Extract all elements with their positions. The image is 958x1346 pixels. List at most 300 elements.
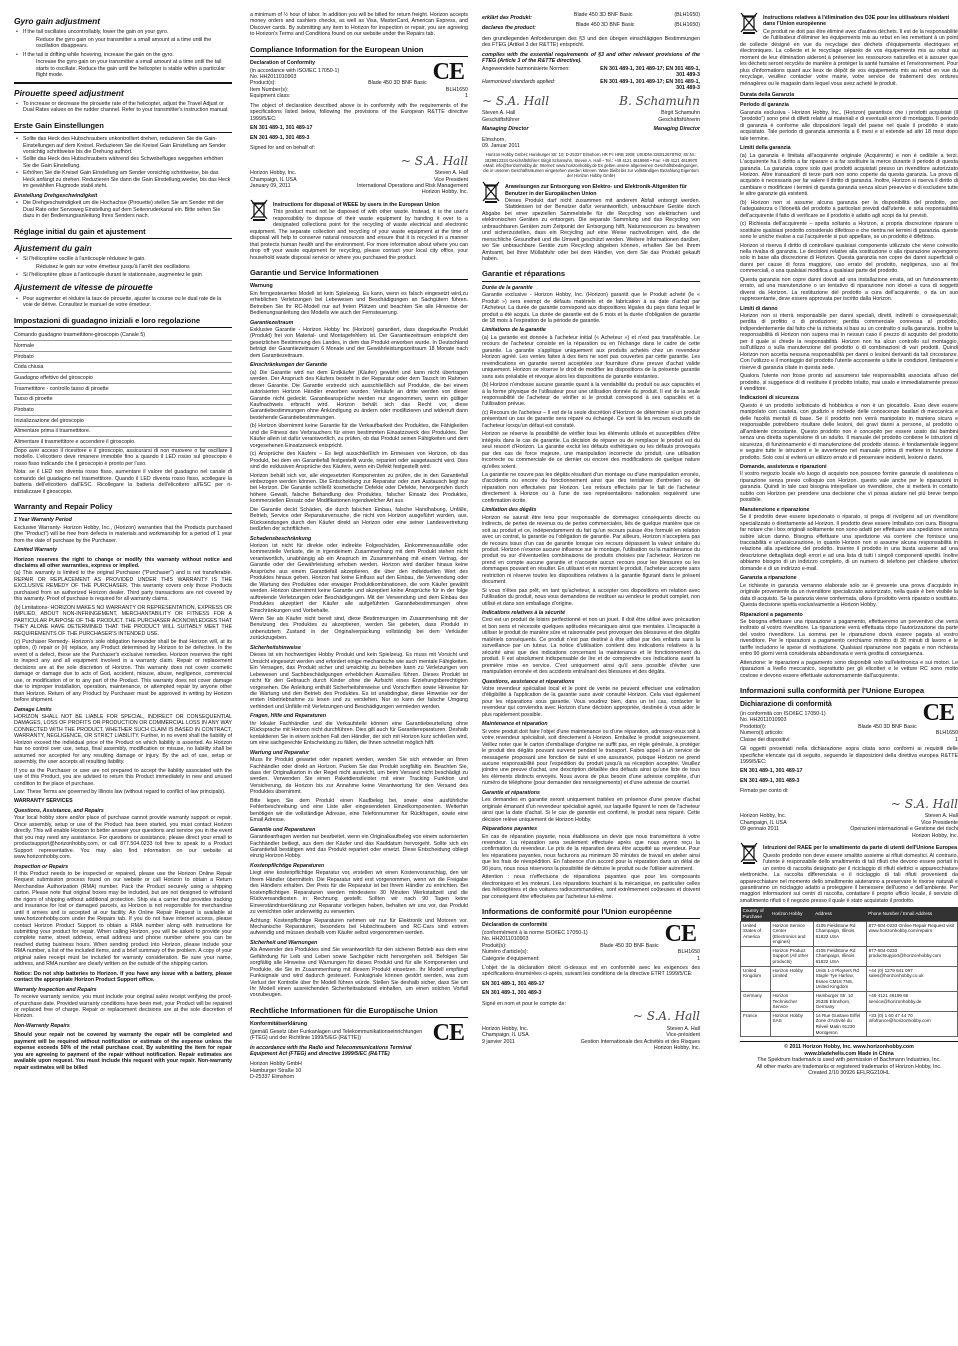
subheading: Instructions for disposal of WEEE by users in the European Union — [273, 201, 440, 208]
paragraph: The object of declaration described above is in conformity with the requirements of the specifications listed below, following the provisions of the European R&TTE directive 1999/5/EC: — [250, 102, 468, 122]
table-cell: United Kingdom — [741, 966, 771, 991]
paragraph: Should your repair not be covered by warranty the repair will be completed and payment will be required without notification or estimate of the expense unless the expense exceeds 50% of the retail purchase cost. By submitting the item for repair you are agreeing to payment of the repair without notification. Repair estimates are available upon request. You must include this request with your repair. Non-warranty repair estimates will be billed — [14, 1032, 232, 1071]
paragraph: To receive warranty service, you must include your original sales receipt verifying the proof-of-purchase date. Provided warranty conditions have been met, your Product will be repaired or replaced free of charge. Repair or replacement decisions are at the sole discretion of Horizon. — [14, 994, 232, 1020]
list-item: Guadagno effettivo del giroscopio — [14, 373, 232, 384]
sign-line: Horizon Hobby, Inc. — [250, 170, 297, 177]
table-cell: Horizon Hobby SAS — [770, 1011, 813, 1036]
row-code: (BLH1650) — [674, 22, 700, 29]
gyro-gain-heading: Gyro gain adjustment — [14, 16, 101, 26]
sub-text: Increase the gyro gain on your transmitter a small amount at a time until the tail starts to oscillate. Reduce the gain until the helicopter is stable within a particular flight mode. — [36, 59, 226, 78]
signer-left — [250, 170, 297, 196]
table-cell: 877-504-0233 productsupport@horizonhobby.com — [866, 946, 957, 966]
paragraph: Horizon reserves the right to change or modify this warranty without notice and disclaims all other warranties, express or implied. — [14, 556, 232, 570]
paragraph: Ceci est un produit de loisirs perfectionné et non un jouet. Il doit être utilisé avec précaution et bon sens et nécessite quelques aptitudes mécaniques ainsi que mentales. L'incapacité à utiliser le produit de manière sûre et raisonnable peut provoquer des blessures et des dégâts matériels conséquents. Ce produit n'est pas destiné à être utilisé par des enfants sans la surveillance par un tuteur. La notice d'utilisation contient des indications relatives à la sécurité ainsi que des indications concernant la maintenance et le fonctionnement du produit. Il est absolument indispensable de lire et de comprendre ces indications avant la première mise en service. C'est uniquement ainsi qu'il sera possible d'éviter une manipulation erronée et des accidents entraînant des blessures et des dégâts. — [482, 617, 700, 676]
section-heading: Informazioni sulla conformità per l'Unione Europea — [740, 686, 958, 698]
paragraph: Questo prodotto non deve essere smaltito assieme ai rifiuti domestici. Al contrario, l'utente è responsabile dello smaltimento di tali rifiuti che devono essere portati in un centro di raccolta designato per il riciclaggio di rifiuti elettrici e apparecchiature elettroniche. La raccolta differenziata e il riciclaggio di tali rifiuti provenienti da apparecchiature nel momento dello smaltimento aiuteranno a preservare le risorse naturali e garantiranno un riciclaggio adatto a proteggere il benessere dell'uomo e dell'ambiente. Per maggiori informazioni sui centri di raccolta, contattare il proprio ufficio locale, il servizio di smaltimento rifiuti o il negozio presso il quale è stato acquistato il prodotto. — [740, 852, 958, 904]
row-value: 1 — [697, 955, 700, 962]
standards: EN 301 489-1, 301 489-3 — [482, 990, 542, 997]
paragraph: Se bisogna effettuare una riparazione a pagamento, effettueremo un preventivo che verrà inoltrato al vostro rivenditore. La riparazione verrà effettuata dopo l'autorizzazione da parte del vostro rivenditore. La somma per le riparazione dovrà essere pagata al vostro rivenditore. Per le riparazioni a pagamento cerchiamo minimo di 30 minuti di lavoro e le tariffe includono le spese di restituzione. Qualsiasi riparazione non pagata e non richiesta entro 90 giorni verrà considerata abbandonata e verrà gestita di conseguenza. — [740, 618, 958, 658]
bullet-text: • Sollte das Heck des Hubschraubers unkontrolliert drehen, reduzieren Sie die Gain-Einstellungen auf dem Kreisel. Reduzieren Sie die Kreisel Gain Einstellung am Sender vorsichtig schrittweise bis die Drehung aufhört. — [14, 136, 232, 155]
section-heading: Rechtliche Informationen für die Europäische Union — [250, 1006, 468, 1018]
sign-line: Horizon Hobby, Inc. — [421, 189, 468, 196]
sub-text: Reduce the gyro gain on your transmitter a small amount at a time until the oscillation disappears. — [36, 36, 212, 50]
signer-left — [482, 110, 529, 133]
subheading: Damage Limits — [14, 706, 52, 713]
paragraph: Ce produit ne doit pas être éliminé avec d'autres déchets. Il est de la responsabilité de l'utilisateur d'éliminer les équipements mis au rebut en les remettant à un point de collecte désigné en vue du recyclage des déchets d'équipements électriques et électroniques. La collecte et le recyclage séparés de vos équipements mis au rebut au moment de leur élimination aideront à préserver les ressources naturelles et à assurer que les déchets seront recyclés de manière à protéger la santé humaine et l'environnement. Pour plus d'informations quant aux lieux de dépôt de vos équipements mis au rebut en vue du recyclage, veuillez contacter votre mairie, votre service de traitement des ordures ménagères ou le magasin dans lequel vous avez acheté le produit. — [740, 28, 958, 87]
paragraph: If you as the Purchaser or user are not prepared to accept the liability associated with the use of this Product, you are advised to return this Product immediately in new and unused condition to the place of purchase. — [14, 767, 232, 787]
row-label: Produit(s): — [482, 942, 507, 949]
address-line: D-25337 Elmshorn — [250, 1074, 295, 1081]
notice-paragraph: Notice: Do not ship batteries to Horizon. If you have any issue with a battery, please contact the appropriate Horizon Product Support office. — [14, 970, 232, 984]
paragraph: (gemäß Gesetz über Funkanlagen und Telekommunikationseinrichtungen (FTEG) und der Richtlinie 1999/5/EG (R&TTE)) — [250, 1028, 423, 1042]
sign-line: 09 gennaio 2011 — [740, 826, 780, 833]
subheading: Ajustement de vitesse de pirouette — [14, 282, 153, 293]
row-value: Blade 450 3D BNF Basic — [573, 12, 633, 18]
row-code: (BLH1650) — [674, 12, 700, 18]
paragraph: Dieses ist ein hochwertiges Hobby Produkt und kein Spielzeug. Es muss mit Vorsicht und Umsicht eingesetzt werden und erfordert einige mechanische wie auch mentale Fähigkeiten. Ein Versagen, das Produkt sicher und umsichtig zu betreiben kann zu Verletzungen von Lebewesen und Sachbeschädigungen erheblichen Ausmaßes führen. Dieses Produkt ist nicht für den Gebrauch durch Kinder ohne die Aufsicht eines Erziehungsberechtigten vorgesehen. Die Anleitung enthält Sicherheitshinweise und Vorschriften sowie Hinweise für die Wartung und den Betrieb des Produktes. Es ist unabdingbar, diese Hinweise vor der ersten Inbetriebnahme zu lesen und zu verstehen. Nur so kann der falsche Umgang verhindert und Unfälle mit Verletzungen und Beschädigungen vermieden werden. — [250, 652, 468, 710]
bullet-text: • If the tail is drifting while hovering, increase the gain on the gyro. — [14, 52, 232, 58]
list-item: Tasso di piroette — [14, 395, 232, 406]
list-item: Normale — [14, 341, 232, 352]
table-cell: Horizon Service Center (Electronics and engines) — [770, 921, 813, 946]
place-line: Elmshorn, — [482, 136, 506, 143]
list-item: Comando guadagno trasmettitore-giroscopio (Canale 5) — [14, 331, 232, 342]
copyright-line: © 2011 Horizon Hobby, Inc. www.horizonhobby.com — [784, 1044, 914, 1051]
list-item: Pirobato — [14, 405, 232, 416]
paragraph: Horizon se réserve la possibilité de vérifier tous les éléments utilisés et susceptibles d'être intégrés dans le cas de garantie. La décision de réparer ou de remplacer le produit est du seul ressort d'Horizon. La garantie exclut les défauts esthétiques ou les défauts provoqués par des cas de force majeure, une manipulation incorrecte du produit, une utilisation incorrecte ou commerciale de ce dernier ou encore des modifications de quelque nature qu'elles soient. — [482, 431, 700, 470]
subheading: Indications relatives à la sécurité — [482, 610, 566, 617]
paragraph: (a) La garanzia è limitata all'acquirente originale (Acquirente) e non è cedibile a terzi. L'acquirente ha il diritto a far riparare o a far sostituire la merce durante il periodo di questa garanzia. La garanzia copre solo quei prodotti acquistati presso un rivenditore autorizzato Horizon. Altre transazioni di terze parti non sono coperte da questa garanzia. La prova di acquisto è necessaria per far valere il diritto di garanzia. Inoltre, Horizon si riserva il diritto di cambiare o modificare i termini di questa garanzia senza alcun preavviso e di escludere tutte le altre garanzie già esistenti. — [740, 152, 958, 198]
subheading: Garantie und Reparaturen — [250, 826, 316, 833]
paragraph: Wenn Sie als Käufer nicht bereit sind, diese Bestimmungen im Zusammenhang mit der Benutzung des Produktes zu akzeptieren, werden Sie gebeten, dass Produkt in unbenutztem Zustand in der Originalverpackung vollständig bei dem Verkäufer zurückzugeben. — [250, 616, 468, 642]
paragraph: HORIZON SHALL NOT BE LIABLE FOR SPECIAL, INDIRECT OR CONSEQUENTIAL DAMAGES, LOSS OF PROFITS OR PRODUCTION OR COMMERCIAL LOSS IN ANY WAY CONNECTED WITH THE PRODUCT, WHETHER SUCH CLAIM IS BASED IN CONTRACT, WARRANTY, NEGLIGENCE, OR STRICT LIABILITY. Further, in no event shall the liability of Horizon exceed the individual price of the Product on which liability is asserted. As Horizon has no control over use, setup, final assembly, modification or misuse, no liability shall be assumed nor accepted for any resulting damage or injury. By the act of use, setup or assembly, the user accepts all resulting liability. — [14, 713, 232, 766]
signed-label: Signé en nom et pour le compte de: — [482, 1000, 566, 1007]
row-label: Numéro d'article(s): — [482, 949, 529, 956]
bullet-text: • To increase or decrease the pirouette rate of the helicopter, adjust the Travel Adjust or Dual Rates values on the rudder channel. Refer to your transmitter's instruction manual. — [14, 101, 232, 114]
paragraph: (b) Horizon n'endosse aucune garantie quant à la vendabilité du produit ou aux capacités et à la forme physique de l'utilisateur pour une utilisation donnée du produit. Il est de la seule responsabilité de l'acheteur de vérifier si le produit correspond à ses capacités et à l'utilisation prévue. — [482, 382, 700, 408]
subheading: Indicazioni di sicurezza — [740, 395, 799, 402]
table-cell: United States of America — [741, 921, 771, 946]
paragraph: (c) Ansprüche des Käufers – Es liegt ausschließlich im Ermessen von Horizon, ob das Produkt, bei dem ein Garantiefall festgestellt wurde, repariert oder ausgetauscht wird. Dies sind die exklusiven Ansprüche des Käufers, wenn ein Defekt festgestellt wird. — [250, 451, 468, 471]
subheading: Limiti di danno — [740, 305, 778, 312]
paragraph: Votre revendeur spécialisé local et le point de vente ne peuvent effectuer une estimation d'éligibilité à l'application de la garantie sans avoir consulté Horizon. Cela vaut également pour les réparations sous garantie. Vous voudrez bien, dans un tel cas, contacter le revendeur qui conviendra avec Horizon d'une décision appropriée, destinée à vous aider le plus rapidement possible. — [482, 686, 700, 718]
sign-line: Horizon Hobby, Inc. — [740, 813, 787, 820]
table-cell: +44 (0) 1279 641 097 sales@horizonhobby.co.uk — [866, 966, 957, 991]
note-paragraph: Nota: se il LED non diventa rosso fisso, aumentare il valore del guadagno nel canale di comando del guadagno nel trasmettitore. Quando il LED diventa rosso fisso, scollegare la batteria dell'elicottero dall'ESC. Ricollegare la batteria dell'elicottero all'ESC per ri-inizializzare il giroscopio. — [14, 469, 232, 495]
bullet-text: • If the tail oscillates uncontrollably, lower the gain on your gyro. — [14, 29, 232, 35]
sign-line: Managing Director — [482, 126, 529, 133]
copyright-block — [740, 1041, 958, 1076]
row-value: Blade 450 3D BNF Basic — [368, 80, 427, 87]
sign-line: Gestion Internationale des Activités et des Risques — [580, 1038, 700, 1045]
row-label: erklärt das Produkt: — [482, 15, 533, 21]
paragraph: Garantieanfragen werden nur bearbeitet, wenn ein Originalkaufbeleg von einem autorisierten Fachhändler beiliegt, aus dem der Käufer und das Kaufdatum hervorgeht. Sollte sich ein Garantiefall bestätigen wird das Produkt repariert oder ersetzt. Diese Entscheidung obliegt einzig Horizon Hobby. — [250, 834, 468, 860]
paragraph: If this Product needs to be inspected or repaired, please use the Horizon Online Repair Request submission process found on our website or call Horizon to obtain a Return Merchandise Authorization (RMA) number. Pack the Product securely using a shipping carton. Please note that original boxes may be included, but are not designed to withstand the rigors of shipping without additional protection. Ship via a carrier that provides tracking and insurance for lost or damaged parcels, as Horizon is not responsible for merchandise until it arrives and is accepted at our facility. An Online Repair Request is available at www.horizonhobby.com under the Repairs tab. If you do not have internet access, please contact Horizon Product Support to obtain a RMA number along with instructions for submitting your product for repair. When calling Horizon, you will be asked to provide your complete name, street address, email address and phone number where you can be reached during business hours. When sending product into Horizon, please include your RMA number, a list of the included items, and a brief summary of the problem. A copy of your original sales receipt must be included for warranty consideration. Be sure your name, address, and RMA number are clearly written on the outside of the shipping carton. — [14, 870, 232, 968]
subheading: 1 Year Warranty Period — [14, 517, 72, 524]
signature-block — [482, 110, 700, 133]
table-cell: Hamburger Str. 10 25335 Elmshorn, Germany — [813, 992, 866, 1012]
section-heading: Durata della Garanzia — [740, 92, 958, 99]
paragraph: Ihr lokaler Fachhändler und die Verkaufstelle können eine Garantiebeurteilung ohne Rücksprache mit Horizon nicht durchführen. Dies gilt auch für Garantiereparaturen. Deshalb kontaktieren Sie in einem solchen Fall den Händler, der sich mit Horizon kurz schließen wird, um eine sachgerechte Entscheidung zu fällen, die Ihnen schnellst möglich hilft. — [250, 720, 468, 747]
subheading: Fragen, Hilfe und Reparaturen — [250, 713, 326, 720]
row-label: Equipment class: — [250, 93, 291, 100]
row-label: declares the product: — [482, 25, 536, 32]
decl-row — [482, 22, 700, 32]
subheading: Riparazioni a pagamento — [740, 611, 803, 618]
subheading: Limiti della garanzia — [740, 145, 791, 152]
subheading: Réparations payantes — [482, 826, 538, 833]
warranty-heading: Warranty and Repair Policy — [14, 502, 232, 514]
table-cell: Horizon Technischer Service — [770, 992, 813, 1012]
list-item: Trasmettitore - controllo tasso di piroette — [14, 384, 232, 395]
paragraph: La garantie ne couvre pas les dégâts résultant d'un montage ou d'une manipulation erronés, d'accidents ou encore du fonctionnement ainsi que des tentatives d'entretien ou de réparation non effectuées par Horizon. Les retours effectués par le fait de l'acheteur directement à Horizon ou à l'une de ses représentations nationales requièrent une confirmation écrite. — [482, 471, 700, 504]
sign-line: Steven A. Hall — [434, 170, 468, 177]
section-heading: Informations de conformité pour l'Union européenne — [482, 907, 700, 919]
table-row — [741, 966, 958, 991]
sign-line: Birgit Schamuhn — [661, 110, 700, 117]
sign-line: Vice Presidente — [920, 819, 958, 826]
subheading: Sicherheit und Warnungen — [250, 939, 318, 946]
subheading: Questions, Assistance, and Repairs — [14, 807, 104, 814]
subheading: Inspection or Repairs — [14, 863, 69, 870]
company-footer: Horizon Hobby GmbH; Hamburger Str. 10; D-25337 Elmshorn HR Pi: HRB 1909; UStIDNr.:DE812678792; Str.Nr.: 1829812324 Geschäftsführer: Birgit Schamuhn, Steven A. Hall – Tel.: +49 4121 4619960 • Fax: +49 4121 4619970 eMail: info@horizonhobby.de; Internet: www.horizonhobby.de Es gelten unsere allgemeinen Geschäftsbedingungen, die in unseren Geschäftsräumen eingesehen werden können. Ware bleibt bis zur vollständigen Bezahlung Eigentum der Horizon Hobby GmbH — [483, 152, 699, 178]
table-cell: 14 Rue Gustave Eiffel Zone d'Activité du Réveil Matin 91230 Montgeron — [813, 1011, 866, 1036]
crossed-bin-icon — [740, 842, 758, 864]
signed-label: Signed for and on behalf of: — [250, 145, 316, 152]
sub-text: Réduisez le gain sur votre émetteur jusqu'à l'arrêt des oscillations — [36, 263, 190, 270]
column-header: Country of Purchase — [741, 907, 771, 921]
subheading: Questions, assistance et réparations — [482, 678, 575, 685]
ce-mark-icon: CE — [922, 700, 954, 727]
paragraph: Horizon ist nicht für direkte oder indirekte Folgeschäden, Einkommensausfälle oder kommerzielle Verluste, die in irgendeinem Zusammenhang mit dem Produkt stehen nicht verantwortlich, unabhängig ab ein Anspruch im Zusammenhang mit einem Vertrag, der Garantie oder der Gewährleistung erhoben werden. Horizon wird darüber hinaus keine Ansprüche aus einem Garantiefall akzeptieren, die über den individuellen Wert des Produktes hinaus gehen. Horizon hat keine Einfluss auf den Einbau, die Verwendung oder die Wartung des Produktes oder etwaiger Produktkombinationen, die vom Käufer gewählt werden. Horizon übernimmt keine Garantie und akzeptiert keine Ansprüche für in der folge auftretende Verletzungen oder Beschädigungen. Mit der Verwendung und dem Einbau des Produktes akzeptiert der Käufer alle aufgeführten Garantiebestimmungen ohne Einschränkungen und Vorbehalte. — [250, 543, 468, 614]
column-header: Phone Number / Email Address — [866, 907, 957, 921]
doc-sub: (in conformità con ISO/IEC 17050-1) — [740, 710, 826, 717]
list-item: Alimentare prima il trasmettitore. — [14, 427, 232, 438]
paragraph: Il vostro negozio locale e/o luogo di acquisto non possono fornire garanzie di assistenza o riparazione senza previo colloquio con Horizon. questo vale anche per le riparazioni in garanzia. Quindi in tale casi bisogna interpellare un rivenditore, che si metterà in contatto subito con Horizon per prendere una decisione che vi possa aiutare nel più breve tempo possibile. — [740, 471, 958, 504]
address-line: Hamburger Straße 10 — [250, 1067, 302, 1074]
ce-mark-icon: CE — [432, 1020, 464, 1047]
sign-line: Champaign, IL USA — [740, 819, 787, 826]
subheading: Anweisungen zur Entsorgung von Elektro- und Elektronik-Altgeräten für Benutzer in der Europäischen Union — [505, 184, 687, 197]
row-value: 1 — [955, 736, 958, 743]
table-row — [741, 946, 958, 966]
signer-right — [357, 170, 468, 196]
section-heading: Garantie und Service Informationen — [250, 268, 468, 280]
row-label: Product(s): — [250, 80, 276, 87]
table-cell: Horizon Hobby Limited — [770, 966, 813, 991]
bullet-text: • Erhöhen Sie die Kreisel Gain Einstellung am Sender vorsichtig schrittweise, bis das Heck anfängt zu drehen. Reduzieren Sie dann die Gain Einstellung,wieder, bis das Heck im gewählten Flugmode stabil steht. — [14, 170, 232, 189]
signature-icon: ~ S.A. Hall — [482, 93, 550, 108]
column-3 — [482, 12, 700, 1052]
paragraph: (a) La garantie est donnée à l'acheteur initial (« Acheteur ») et n'est pas transférable. Le recours de l'acheteur consiste en la réparation ou en l'échange dans le cadre de cette garantie. La garantie s'applique uniquement aux produits achetés chez un revendeur Horizon agréé. Les ventes faites à des tiers ne sont pas couvertes par cette garantie. Les revendications en garantie seront acceptées sur fourniture d'une preuve d'achat valide uniquement. Horizon se réserve le droit de modifier les dispositions de la présente garantie sans avis préalable et révoque alors les dispositions de garantie existantes. — [482, 334, 700, 380]
bullet-text: • Die Drehgeschwindigkeit um die Hochachse (Pirouette) stellen Sie am Sender mit der Dual Rate oder Servoweg Einstellung auf dem Seitenruderkanal ein. Bitte sehen Sie dazu in der Bedienungsanleitung Ihres Senders nach. — [14, 200, 232, 219]
standards: EN 301 489-1, 301 489-17 — [482, 980, 545, 987]
row-label: Harmonized standards applied: — [482, 78, 556, 85]
paragraph: Als Anwender des Produktes sind Sie verantwortlich für den sicheren Betrieb aus dem eine Gefährdung für Leib und Leben sowie Sachgüter nicht hervorgehen soll. Befolgen Sie sorgfältig alle Hinweise und Warnungen für dieses Produkt und für alle Komponenten und Produkte, die Sie im Zusammenhang mit diesem Produkt einsetzen. Ihr Modell empfängt Funksignale und wird dadurch gesteuert. Funksignale können gestört werden, was zum Verlust der Kontrolle über Ihr Modell führen würde. Stellen Sie deshalb sicher, dass Sie um Ihr Modell einen ausreichenden Sicherheitsabstand einhalten, um einen solchen Vorfall vorzubeugen. — [250, 947, 468, 999]
sign-line: Vice President — [433, 176, 468, 183]
paragraph: (b) Horizon non si assume alcuna garanzia per la disponibilità del prodotto, per l'adeguatezza o l'idoneità del prodotto a particolari previsti dall'utente. è sola responsabilità dell'acquirente il fatto di verificare se il prodotto è adatto agli scopi da lui previsti. — [740, 199, 958, 219]
crossed-bin-icon — [250, 199, 268, 221]
table-cell — [741, 946, 771, 966]
sign-line: Geschäftsführer — [482, 116, 520, 123]
ce-mark-icon: CE — [664, 921, 696, 948]
subheading: Sicherheitshinweise — [250, 644, 301, 651]
crossed-bin-icon — [740, 12, 758, 34]
sign-line: Steven A. Hall — [666, 1025, 700, 1032]
subheading: Einstellung Drehgeschwindigkeit — [14, 192, 98, 199]
row-value: BLH1650 — [677, 949, 700, 956]
decl-row — [482, 12, 700, 22]
list-item: Coda chiusa — [14, 363, 232, 374]
subheading: Durée de la garantie — [482, 284, 533, 291]
subheading: Garanzia a riparazione — [740, 575, 797, 582]
paragraph: L'objet de la déclaration décrit ci-dessus est en conformité avec les exigences des spécifications énumérées ci-après, suivant les conditions de la directive ETRT 1999/5/CE: — [482, 965, 700, 978]
paragraph: Bitte legen Sie dem Produkt einen Kaufbeleg bei, sowie eine ausführliche Fehlerbeschreibung und eine Liste aller eingesendeten Einzelkomponenten. Weiterhin benötigen wir die vollständige Adresse, eine Telefonnummer für Rückfragen, sowie eine Email Adresse. — [250, 797, 468, 824]
place-line: 09. Januar 2011 — [482, 142, 520, 149]
table-cell: Horizon Product Support (All other products) — [770, 946, 813, 966]
paragraph: Le richieste in garanzia verranno elaborate solo se è presente una prova d'acquisto in originale proveniente da un rivenditore specializzato autorizzato, nella quale è ben visibile la data di acquisto. Se la garanzia viene confermata, allora il prodotto verrà riparato o sostituito. Questa decisione spetta esclusivamente a Horizon Hobby. — [740, 582, 958, 609]
pirouette-heading: Pirouette speed adjustment — [14, 87, 124, 98]
contact-table — [740, 907, 958, 1037]
gain-list — [14, 331, 232, 448]
doc-number: No. HH2011010903 — [482, 936, 529, 943]
sign-line: 9 janvier 2011 — [482, 1038, 515, 1045]
row-label: Numero(i) articolo: — [740, 730, 784, 737]
paragraph: Exklusive Garantie - Horizon Hobby Inc (Horizon) garantiert, dass dasgekaufte Produkt (Produkt) frei von Material- und Montagefehlern ist. Der Garantiezeitraum entspricht den gesetzlichen Bestimmung des Landes, in dem das Produkt erworben wurde. In Deutschland beträgt der Garantiezeitraum 6 Monate und der Gewährleistungszeitraum 18 Monate nach dem Garantiezeitraum. — [250, 326, 468, 359]
standards: EN 301 489-1, 301 489-3 — [250, 134, 310, 141]
sign-line: Champaign, IL USA — [482, 1032, 529, 1039]
subheading: Déclaration de conformité — [482, 922, 548, 929]
subheading: Kostenpflichtige Reparaturen — [250, 862, 325, 869]
norm-row — [482, 66, 700, 79]
signer-left — [740, 813, 787, 839]
subheading: Ajustement du gain — [14, 242, 92, 253]
copyright-line: The Spektrum trademark is used with permission of Bachmann Industries, Inc. — [757, 1057, 941, 1064]
table-cell: 877-504-0233 Online Repair Request visit www.horizonhobby.com/repairs — [866, 921, 957, 946]
row-value: BLH1650 — [935, 730, 958, 737]
paragraph: Gli oggetti presentati nella dichiarazione sopra citata sono conformi ai requisiti delle specifiche elencate qui di seguito, seguendo le disposizioni della direttiva europea R&TTE 1999/5/EC: — [740, 746, 958, 765]
column-header: Address — [813, 907, 866, 921]
standards: EN 301 489-1, 301 489-17 — [740, 768, 803, 775]
sign-line: Managing Director — [653, 126, 700, 133]
row-label: Classe dei dispositivi: — [740, 736, 791, 743]
signature-icon: ~ S.A. Hall — [632, 1009, 700, 1024]
sign-line: Horizon Hobby, Inc. — [482, 1025, 529, 1032]
row-label: Item Number(s): — [250, 86, 289, 93]
column-4 — [740, 12, 958, 1076]
subheading: Warranty Inspection and Repairs — [14, 986, 97, 993]
list-item: Inizializzazione del giroscopio — [14, 416, 232, 427]
table-row — [741, 921, 958, 946]
subheading: Non-Warranty Repairs — [14, 1022, 70, 1029]
section-heading: Garantie et réparations — [482, 269, 700, 281]
subheading: Limited Warranty — [14, 547, 58, 554]
signature-icons — [482, 94, 700, 109]
signature-block — [482, 1026, 700, 1052]
paragraph: complies with the essential requirements of §3 and other relevant provisions of the FTEG (Article 3 of the R&TTE directive). — [482, 51, 700, 65]
row-value: EN 301 489-1, 301 489-17; EN 301 489-1, 301 489-3 — [600, 65, 700, 79]
copyright-line: All other marks are trademarks or registered trademarks of Horizon Hobby, Inc. — [756, 1063, 942, 1070]
row-label: Angewendete harmonisierte Normen: — [482, 65, 570, 72]
paragraph: Law: These Terms are governed by Illinois law (without regard to conflict of law principals). — [14, 788, 226, 795]
subheading: Einschränkungen der Garantie — [250, 362, 328, 369]
section-heading-fr: Réglage initial du gain et ajustement — [14, 227, 232, 239]
signature-block — [250, 170, 468, 196]
column-2 — [250, 12, 468, 1081]
signer-right — [581, 1026, 700, 1052]
paragraph: Attention : nous n'effectuons de réparations payantes que pour les composants électroniques et les moteurs. Les réparations touchant à la mécanique, en particulier celles des hélicoptères et des voitures radiocommandées, sont extrêmement coûteuses et doivent par conséquent être effectuées par l'acheteur lui-même. — [482, 874, 700, 900]
table-cell: 4105 Fieldstone Rd Champaign, Illinois 61822 USA — [813, 946, 866, 966]
subheading: Dichiarazione di conformità — [740, 701, 832, 709]
paragraph: Attenzione: le riparazioni a pagamento sono disponibili solo sull'elettronica e sui motori. Le riparazioni a livello meccanico, soprattutto per gli elicotteri e le vetture RC sono molto costose e devono essere effettuate autonomamente dall'acquirente. — [740, 659, 958, 679]
signer-right — [850, 813, 958, 839]
subheading: Schadensbeschränkung — [250, 535, 312, 542]
subheading: Konformitätserklärung — [250, 1021, 308, 1028]
subheading: Garantiezeitraum — [250, 319, 294, 326]
table-header — [741, 907, 958, 921]
row-label: Prodotto(i): — [740, 723, 767, 730]
paragraph: (a) Die Garantie wird nur dem Erstkäufer (Käufer) gewährt und kann nicht übertragen werden. Der Anspruch des Käufers besteht in der Reparatur oder dem Tausch im Rahmen dieser Garantie. Die Garantie erstreckt sich ausschließlich auf Produkte, die bei einem autorisierten Horizon Händler erworben wurden. Verkäufe an dritte werden von dieser Garantie nicht gedeckt. Garantieansprüche werden nur angenommen, wenn ein gültiger Kaufnachweis erbracht wird. Horizon behält sich das Recht vor, diese Garantiebestimmungen ohne Ankündigung zu ändern oder modifizieren und widerruft dann bestehende Garantiebestimmungen. — [250, 369, 468, 421]
paragraph: a minimum of ½ hour of labor. In addition you will be billed for return freight. Horizon accepts money orders and cashiers checks, as well as Visa, MasterCard, American Express, and Discover cards. By submitting any item to Horizon for inspection or repair, you are agreeing to Horizon's Terms and Conditions found on our website under the Repairs tab. — [250, 12, 468, 38]
paragraph: Garanzia esclusiva - Horizon Hobby, Inc., (Horizon) garantisce che i prodotti acquistati (il "prodotto") sono privi di difetti relativi ai materiali e di eventuali errori di montaggio. Il periodo di garanzia è conforme alle disposizioni legali del paese nel quale il prodotto è stato acquistato. Tale periodo di garanzia ammonta a 6 mesi e si estende ad altri 18 mesi dopo tale termine. — [740, 109, 958, 142]
paragraph: Dieses Produkt darf nicht zusammen mit anderem Abfall entsorgt werden. Stattdessen ist der Benutzer dafür verantwortlich, unbrauchbare Geräte durch Abgabe bei einer speziellen Sammelstelle für die Recycling von elektrischen und elektronischen Geräten zu entsorgen. Die separate Sammlung und das Recycling von unbrauchbaren Geräten zum Zeitpunkt der Entsorgung hilft, Naturressourcen zu bewahren und sicherzustellen, dass ein Recycling auf eine Weise nachvollzogen wird, die die menschliche Gesundheit und die Umwelt geschützt werden. Weitere Informationen darüber, wo Sie unbrauchbare Geräte zum Recycling abgeben können, erhalten Sie bei Ihrem Amtsamt, bei Ihrer Müllabfuhr oder bei dem Händler, von dem Sie das Produkt gekauft haben. — [482, 197, 700, 263]
address-line: Horizon Hobby GmbH — [250, 1061, 302, 1068]
paragraph: Liegt eine kostenpflichtige Reparatur vor, erstellen wir einen Kostenvoranschlag, den wir Ihrem Händler übermitteln. Die Reparatur wird erst vorgenommen, wenn wir die Freigabe des Händlers erhalten. Der Preis für die Reparatur ist bei Ihrem Händler zu entrichten. Bei kostenpflichtigen Reparaturen werden mindestens 30 Minuten Werkstattzeit und die Rückversandkosten in Rechnung gestellt. Sollten wir nach 90 Tagen keine Einverständniserklärung zur Reparatur vorliegen haben, behalten wir uns vor, das Produkt zu vernichten oder anderweitig zu verwerten. — [250, 870, 468, 916]
paragraph: Horizon behält sich vor, alle eingesetzten Komponenten zu prüfen, die in den Garantiefall einbezogen werden können. Die Entscheidung zur Reparatur oder zum Austausch liegt nur bei Horizon. Die Garantie schließt kosmetische Defekte oder Defekte, hervorgerufen durch höhere Gewalt, falsche Behandlung des Produktes, falscher Einsatz des Produktes, kommerziellen Einsatz oder Modifikationen irgendwelcher Art aus. — [250, 472, 468, 505]
table-cell: Germany — [741, 992, 771, 1012]
section-heading: Compliance Information for the European Union — [250, 45, 468, 57]
paragraph: Si votre produit doit faire l'objet d'une maintenance ou d'une réparation, adressez-vous soit à votre revendeur spécialisé, soit directement à Horizon. Emballez le produit soigneusement. Veillez noter que le carton d'emballage d'origine ne suffit pas, en règle générale, à protéger le produit des dégâts pouvant survenir pendant le transport. Faites appel à un service de messagerie proposant une fonction de suivi et une assurance, puisque Horizon ne prend aucune responsabilité pour l'expédition du produit jusqu'à sa réception acceptée. Veuillez joindre une preuve d'achat, une description détaillée des défauts ainsi qu'une liste de tous les éléments distincts envoyés. Nous avons de plus besoin d'une adresse complète, d'un numéro de téléphone (pour demander des renseignements) et d'une adresse de courriel. — [482, 728, 700, 787]
paragraph: Horizon non si riterrà responsabile per danni speciali, diretti, indiretti o consequenziali; perdita di profitto o di produzione; perdita commerciale connessa al prodotto, indipendentemente dal fatto che la richiesta si basi su un contratto o sulla garanzia. Inoltre la responsabilità di Horizon non supera mai in nessun caso il prezzo di acquisto del prodotto per il quale si chiede la responsabilità. Horizon non ha alcun controllo sul montaggio, sull'utilizzo o sulla manutenzione del prodotto o di combinazioni di vari prodotti. Quindi Horizon non accetta nessuna responsabilità per danni o lesioni derivanti da tali circostanze. Con l'utilizzo e il montaggio del prodotto l'utente acconsente a tutte le condizioni, limitazioni e riserve di garanzia citate in questa sede. — [740, 313, 958, 371]
paragraph: (c) Purchaser Remedy- Horizon's sole obligation hereunder shall be that Horizon will, at its option, (i) repair or (ii) replace, any Product determined by Horizon to be defective. In the event of a defect, these are the Purchaser's exclusive remedies. Horizon reserves the right to inspect any and all equipment involved in a warranty claim. Repair or replacement decisions are at the sole discretion of Horizon. This warranty does not cover cosmetic damage or damage due to acts of God, accident, misuse, abuse, negligence, commercial use, or modification of or to any part of the Product. This warranty does not cover damage due to improper installation, operation, maintenance, or attempted repair by anyone other than Horizon. Return of any Product by Purchaser must be approved in writing by Horizon before shipment. — [14, 639, 232, 704]
paragraph: Questa garanzia non copre danni dovuti ad una installazione errata, ad un funzionamento errato, ad una manutenzione o un tentativo di riparazione non idonei a cura di soggetti diversi da Horizon. La restituzione del prodotto a cura dell'acquirente, o da un suo rappresentante, deve essere approvata per iscritto dalla Horizon. — [740, 276, 958, 303]
table-cell: 4105 Fieldstone Rd Champaign, Illinois 61822 USA — [813, 921, 866, 946]
paragraph: Horizon ne saurait être tenu pour responsable de dommages conséquents directs ou indirects, de pertes de revenus ou de pertes commerciales, liés de quelque manière que ce soit au produit et ce, indépendamment du fait qu'un recours puisse être formulé en relation avec un contrat, la garantie ou l'obligation de garantie. Par ailleurs, Horizon n'acceptera pas de recours issus d'un cas de garantie lorsque ces recours dépassent la valeur unitaire du produit. Horizon n'exerce aucune influence sur le montage, l'utilisation ou la maintenance du produit ou sur d'éventuelles combinaisons de produits choisies par l'acheteur. Horizon ne prend en compte aucune garantie et n'accepte aucun recours pour les blessures ou les dommages pouvant en résulter. En utilisant et en montant le produit, l'acheteur accepte sans restriction ni réserve toutes les dispositions relatives à la garantie figurant dans le présent document. — [482, 514, 700, 586]
subheading: Limitation des dégâts — [482, 507, 537, 514]
paragraph: den grundlegenden Anforderungen des §3 und den übrigen einschlägigen Bestimmungen des FTEG (Artikel 3 der R&TTE) entspricht. — [482, 35, 700, 49]
subheading: Domande, assistenza e riparazioni — [740, 464, 827, 470]
paragraph: En cas de réparation payante, nous établissons un devis que nous transmettons à votre revendeur. La réparation sera seulement effectuée après que nous ayons reçu la confirmation du revendeur. Le prix de la réparation devra être acquitté au revendeur. Pour les réparations payantes, nous facturons au minimum 30 minutes de travail en atelier ainsi que les frais de réexpédition. En l'absence d'un accord pour la réparation dans un délai de 90 jours, nous nous réservons la possibilité de détruire le produit ou de l'utiliser autrement. — [482, 833, 700, 872]
row-value: Blade 450 3D BNF Basic — [575, 22, 635, 29]
subheading: Garantie et réparations — [482, 789, 540, 796]
column-1 — [14, 12, 232, 1072]
row-value: Blade 450 3D BNF Basic — [600, 942, 659, 949]
row-value: BLH1650 — [445, 86, 468, 93]
paragraph: (b) Limitations- HORIZON MAKES NO WARRANTY OR REPRESENTATION, EXPRESS OR IMPLIED, ABOUT NON-INFRINGEMENT, MERCHANTABILITY OR FITNESS FOR A PARTICULAR PURPOSE OF THE PRODUCT. THE PURCHASER ACKNOWLEDGES THAT THEY ALONE HAVE DETERMINED THAT THE PRODUCT WILL SUITABLY MEET THE REQUIREMENTS OF THE PURCHASER'S INTENDED USE. — [14, 604, 232, 637]
subheading: Periodo di garanzia — [740, 102, 789, 109]
paragraph: (b) Horizon übernimmt keine Garantie für die Verkaufbarkeit des Produktes, die Fähigkeiten und die Fitness des Verbrauchers für einen bestimmten Einsatzzweck des Produktes. Der Käufer allein ist dafür verantwortlich, zu prüfen, ob das Produkt seinen Fähigkeiten und dem vorgesehenen Einsatzzweck entspricht. — [250, 423, 468, 449]
row-label: Catégorie d'équipement: — [482, 955, 540, 962]
bullet-text: • Sollte das Heck des Hubschraubers während des Schwebefluges weggehen erhöhen Sie die Gain Einstellung. — [14, 156, 232, 169]
paragraph: Your local hobby store and/or place of purchase cannot provide warranty support or repair. Once assembly, setup or use of the Product has been started, you must contact Horizon directly. This will enable Horizon to better answer your questions and service you in the event that you may need any assistance. For questions or assistance, please direct your email to productsupport@horizonhobby.com, or call 877.504.0233 toll free to speak to a Product Support representative. You may also find information on our website at www.horizonhobby.com. — [14, 815, 232, 861]
copyright-line: www.bladehelis.com Made in China — [804, 1050, 894, 1057]
table-row — [741, 992, 958, 1012]
paragraph: (c) Richiesta dell'acquirente – spetta soltanto a Horizon, a propria discrezione riparare o sostituire qualsiasi prodotto considerato difettoso e che rientra nei termini di garanzia. queste sono le uniche rivalse a cui l'acquirente si può appellare, se un prodotto è difettoso. — [740, 221, 958, 241]
paragraph: Garantie exclusive - Horizon Hobby, Inc. (Horizon) garantit que le Produit acheté (le « Produit ») sera exempt de défauts matériels et de fabrication à sa date d'achat par l'Acheteur. La durée de garantie correspond aux dispositions légales du pays dans lequel le produit a été acquis. La durée de garantie est de 6 mois et la durée d'obligation de garantie de 18 mois à l'expiration de la période de garantie. — [482, 292, 700, 324]
paragraph: This product must not be disposed of with other waste. Instead, it is the user's responsibility to dispose of their waste equipment by handing it over to a designated collections point for the recycling of waste electrical and electronic equipment. The separate collection and recycling of your waste equipment at the time of disposal will help to conserve natural resources and ensure that it is recycled in a manner that protects human health and the environment. For more information about where you can drop off your waste equipment for recycling, please contact your local city office, your household waste disposal service or where you purchased the product. — [250, 209, 468, 261]
sign-line: Horizon Hobby, Inc. — [911, 832, 958, 839]
row-value: EN 301 489-1, 301 489-17; EN 301 489-1, 301 489-3 — [600, 78, 700, 92]
table-cell: France — [741, 1011, 771, 1036]
copyright-line: Created 2/10 30926 EFLRG210HL — [808, 1070, 890, 1077]
doc-sub: (in accordance with ISO/IEC 17050-1) — [250, 67, 340, 74]
table-cell: Units 1-4 Ployters Rd Staple Tye Harlow, Essex CM18 7NS, United Kingdom — [813, 966, 866, 991]
row-value: 1 — [465, 93, 468, 100]
doc-number: No. HH2011010903 — [250, 73, 297, 80]
subheading: Warnung — [250, 283, 273, 290]
paragraph: Si vous n'êtes pas prêt, en tant qu'acheteur, à accepter ces dispositions en relation avec l'utilisation du produit, nous vous demandons de restituer au vendeur le produit complet, non utilisé et dans son emballage d'origine. — [482, 587, 700, 607]
subheading: Istruzioni del RAEE per lo smaltimento da parte di utenti dell'Unione Europea — [763, 845, 958, 852]
subheading: Manutenzione e riparazione — [740, 506, 810, 513]
signature-icon: B. Schamuhn — [619, 93, 700, 108]
paragraph: Ein ferngesteuertes Modell ist kein Spielzeug. Es kann, wenn es falsch eingesetzt wird,zu erheblichen Verletzungen bei Lebewesen und Beschädigungen an Sachgütern führen. Betreiben Sie Ihr RC-Modell nur auf freien Plätzen und beachten Sie alle Hinweise der Bedienungsanleitung des Modells wie auch der Fernsteuerung. — [250, 290, 468, 317]
paragraph: Achtung: Kostenpflichtige Reparaturen nehmen wir nur für Elektronik und Motoren vor. Mechanische Reparaturen, besonders bei Hubschraubern und RC-Cars sind extrem aufwendig und müssen deshalb vom Käufer selbst vorgenommen werden. — [250, 917, 468, 937]
column-header: Horizon Hobby — [770, 907, 813, 921]
doc-number: No. HH2011010903 — [740, 717, 787, 724]
sign-line: Steven A. Hall — [924, 813, 958, 820]
signer-left — [482, 1026, 529, 1052]
norm-row — [482, 79, 700, 92]
section-heading-it: Impostazioni di guadagno iniziali e loro regolazione — [14, 316, 232, 328]
subheading: Instructions relatives à l'élimination des D3E pour les utilisateurs résidant dans l'Union européenne — [763, 15, 950, 28]
bullet-text: • Si l'hélicoptère oscille à l'anticouple réduisez le gain. — [14, 256, 232, 262]
paragraph: Muss Ihr Produkt gewartet oder repariert werden, wenden Sie sich entweder an Ihren Fachhändler oder direkt an Horizon. Packen Sie das Produkt sorgfältig ein. Beachten Sie, dass der Originalkarton in der Regel nicht ausreicht, um beim Versand nicht beschädigt zu werden. Verwenden Sie einen Paketdienstleister mit einer Tracking Funktion und Versicherung, da Horizon bis zur Annahme keine Verantwortung für den Versand des Produktes übernimmt. — [250, 757, 468, 796]
sign-line: Steven A. Hall — [482, 110, 516, 117]
paragraph: Qualora l'utente non fosse pronto ad assumersi tale responsabilità associata all'uso del prodotto, si suggerisce di di restituire il prodotto intatto, mai usato e immediatamente presso il venditore. — [740, 373, 958, 393]
signature-block — [740, 813, 958, 839]
doc-sub: (conformément à la norme ISO/IEC 17050-1) — [482, 929, 588, 936]
sign-line: Vice-président — [666, 1032, 700, 1039]
divider — [14, 82, 232, 83]
subheading: Maintenance et réparation — [482, 721, 548, 728]
list-item: Pirobato — [14, 352, 232, 363]
standards: EN 301 489-1, 301 489-3 — [740, 777, 800, 784]
sign-line: Horizon Hobby, Inc. — [653, 1045, 700, 1052]
section-heading-de: Erste Gain Einstellungen — [14, 121, 232, 133]
paragraph: Die Garantie deckt Schäden, die durch falschen Einbau, falsche Handhabung, Unfälle, Betrieb, Service oder Reparaturversuche, die nicht von Horizon ausgeführt wurden, aus. Rücksendungen durch den Käufer direkt an Horizon oder eine seiner Landesvertretung bedürfen der schriftlichen. — [250, 506, 468, 533]
signed-label: Firmato per conto di: — [740, 788, 789, 795]
signature-icon: ~ S.A. Hall — [400, 153, 468, 168]
paragraph: Questo è un prodotto sofisticato di hobbistica e non è un giocattolo. Esso deve essere manipolato con cautela, con giudizio e richiede delle conoscenze basilari di meccanica e delle facoltà mentali di base. Se il prodotto non verrà manipolato in maniera sicura e responsabile potrebbero risultare delle lesioni, dei gravi danni a persone, al prodotto o all'ambiente circostante. Questo prodotto non è concepito per essere usato dai bambini senza una diretta supervisione di un adulto. Il manuale del prodotto contiene le istruzioni di sicurezza, di funzionamento e di manutenzione del prodotto stesso. è fondamentale leggere e seguire tutte le istruzioni e le avvertenze nel manuale prima di mettere in funzione il prodotto. Solo così si eviterà un utilizzo errato e di preservare incidenti, lesioni o danni. — [740, 402, 958, 461]
sign-line: January 09, 2011 — [250, 183, 291, 190]
ce-mark-icon: CE — [432, 59, 464, 86]
paragraph: Les demandes en garantie seront uniquement traitées en présence d'une preuve d'achat originale émanant d'un revendeur spécialisé agréé, sur laquelle figurent le nom de l'acheteur ainsi que la date d'achat. Si le cas de garantie est confirmé, le produit sera réparé. Cette décision relève uniquement de Horizon Hobby. — [482, 797, 700, 823]
list-item: Alimentare il trasmettitore e accendere il giroscopio. — [14, 437, 232, 448]
subheading: WARRANTY SERVICES — [14, 798, 73, 805]
paragraph: Exclusive Warranty- Horizon Hobby, Inc., (Horizon) warranties that the Products purchased (the "Product") will be free from defects in materials and workmanship for a period of 1 year from the date of purchase by the Purchaser. — [14, 524, 232, 544]
row-value: Blade 450 3D BNF Basic — [858, 723, 917, 730]
subheading: Limitations de la garantie — [482, 327, 546, 334]
signature-icon: ~ S.A. Hall — [890, 796, 958, 811]
sign-line: Operazioni internazionali e Gestione dei rischi — [850, 826, 958, 833]
signer-right — [653, 110, 700, 133]
paragraph: (c) Recours de l'acheteur – Il est de la seule discrétion d'Horizon de déterminer si un produit présentant un cas de garantie sera réparé ou échangé. Ce sont là les recours exclusifs de l'acheteur lorsqu'un défaut est constaté. — [482, 409, 700, 429]
table-row — [741, 1011, 958, 1036]
crossed-bin-icon — [482, 181, 500, 203]
table-cell: +33 (0) 1 60 47 44 70 infofrance@horizonhobby.com — [866, 1011, 957, 1036]
sign-line: Champaign, IL USA — [250, 176, 297, 183]
paragraph: Dopo aver acceso il ricevitore e il giroscopio, assicurarsi di non muovere o far oscillare il modello. L'elicottero deve rimanere immobile fino a quando il LED rosso sul giroscopio è rosso fisso indicando che il giroscopio è pronto per l'uso. — [14, 447, 232, 467]
sign-line: Geschäftsführerin — [658, 116, 700, 123]
paragraph: Se il prodotto deve essere ispezionato o riparato, si prega di rivolgersi ad un rivenditore specializzato o direttamente ad Horizon. Il prodotto deve essere Imballato con cura. Bisogna far notare che i box originali solitamente non sono adatti per effettuare una spedizione senza subire alcun danno. Bisogna effettuare una spedizione via corriere che fornisce una tracciabilità e un'assicurazione, in quanto Horizon non si assume alcuna responsabilità in relazione alla spedizione del prodotto. Inserire il prodotto in una busta assieme ad una descrizione dettagliata degli errori e ad una lista di tutti i singoli componenti spediti. Inoltre abbiamo bisogno di un indirizzo completo, di un numero di telefono per chiedere ulteriori domande e di un indirizzo e-mail. — [740, 514, 958, 572]
paragraph: (a) This warranty is limited to the original Purchaser ("Purchaser") and is not transferable. REPAIR OR REPLACEMENT AS PROVIDED UNDER THIS WARRANTY IS THE EXCLUSIVE REMEDY OF THE PURCHASER. This warranty covers only those Products purchased from an authorized Horizon dealer. Third party transactions are not covered by this warranty. Proof of purchase is required for all warranty claims. — [14, 570, 232, 603]
standards: EN 301 489-1, 301 489-17 — [250, 125, 313, 132]
bullet-text: • Pour augmenter et réduire la taux de pirouette, ajuster la course ou le dual rate de la voie de dérive. Consultez le manuel de votre émetteur. — [14, 296, 232, 309]
bullet-text: • Si l'hélicoptère glisse à l'anticouple durant le stationnaire, augmentez le gain — [14, 272, 232, 278]
paragraph: in accordance with the Radio and Telecommunications Terminal Equipment Act (FTEG) and directive 1999/5/EC (R&TTE) — [250, 1044, 412, 1057]
subheading: Declaration of Conformity — [250, 60, 316, 67]
paragraph: Horizon si riserva il diritto di controllare qualsiasi componente utilizzato che viene coinvolto nella rivalsa di garanzia. Le decisioni relative alla sostituzione o alla riparazione avvengono solo in base alla discrezione di Horizon. Questa garanzia non copre dei danni superficiali o danni per cause di forza maggiore, uso errato del prodotto, negligenza, uso ai fini commerciali, o una qualsiasi modifica a qualsiasi parte del prodotto. — [740, 242, 958, 275]
